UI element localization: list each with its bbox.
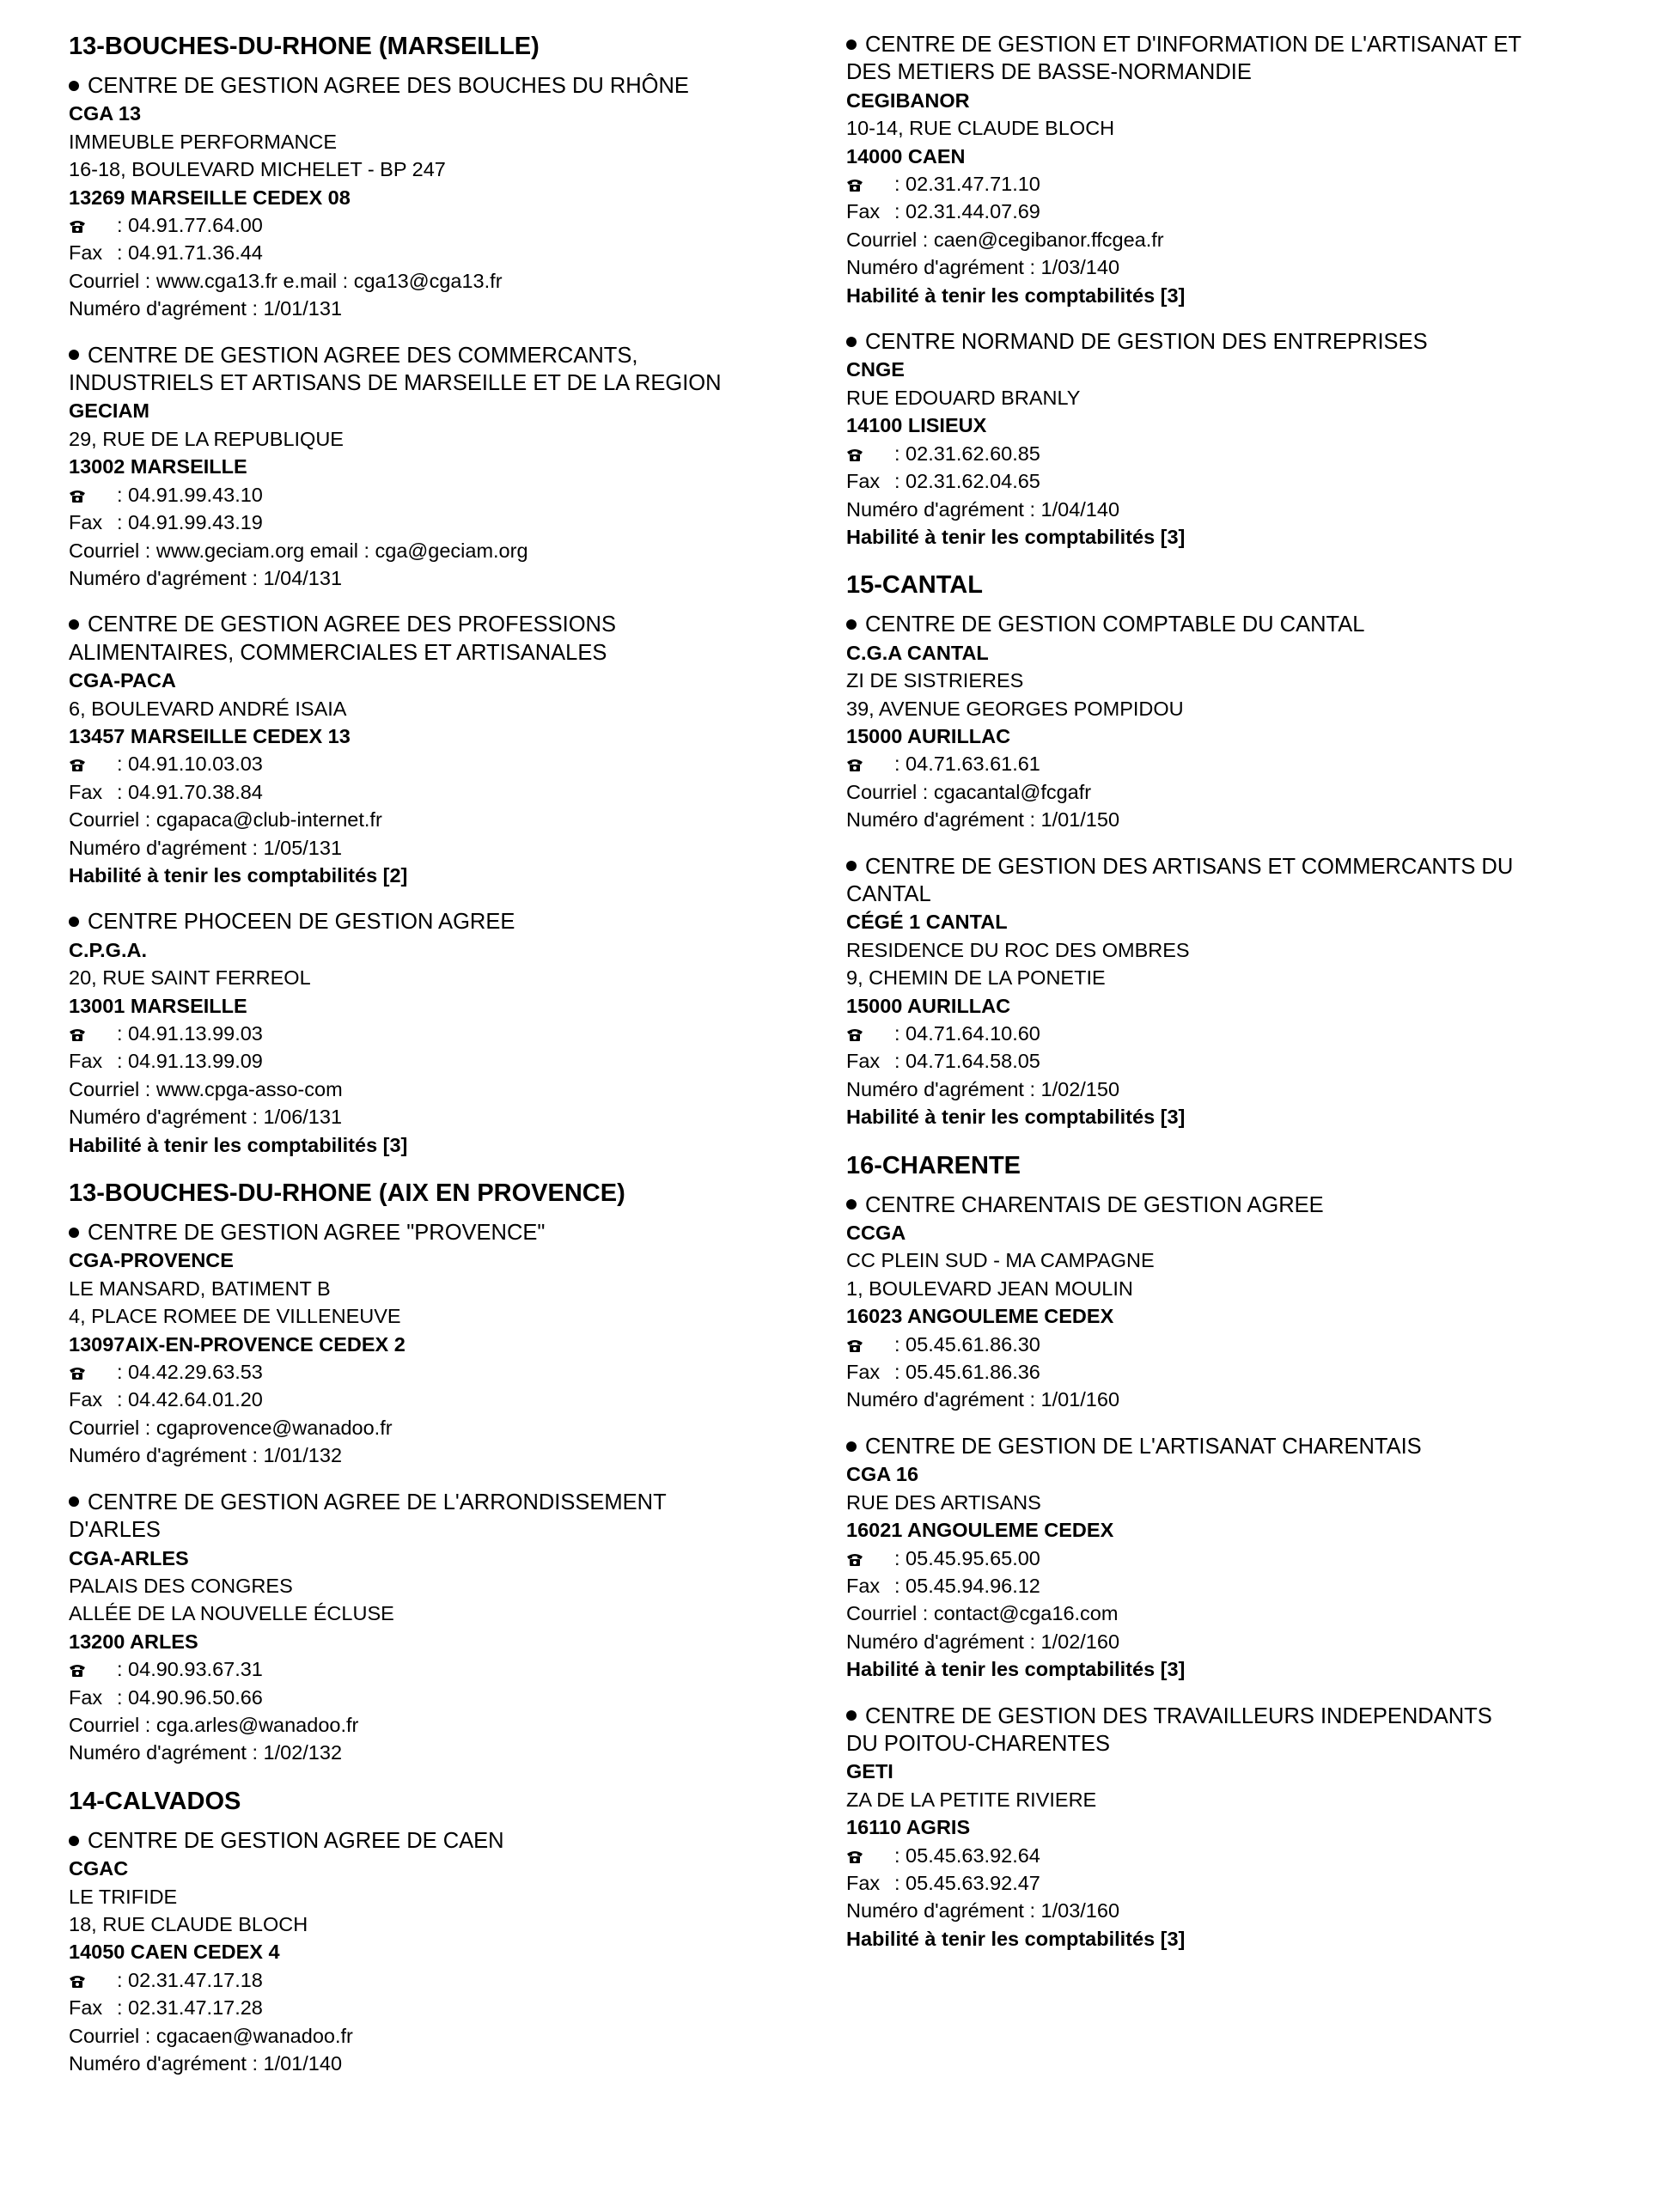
address-line: 10-14, RUE CLAUDE BLOCH — [846, 117, 1115, 140]
habilite-line: Habilité à tenir les comptabilités [3] — [846, 1106, 1186, 1129]
telephone-icon — [69, 1358, 117, 1386]
entry-name-line — [69, 1827, 825, 1855]
entry-name-line — [846, 1703, 1619, 1730]
postal-city: 13002 MARSEILLE — [69, 455, 247, 478]
fax-label: Fax — [69, 1388, 103, 1411]
fax-label: Fax — [846, 470, 881, 493]
address-line: 4, PLACE ROMEE DE VILLENEUVE — [69, 1305, 401, 1328]
fax-number: : 04.42.64.01.20 — [117, 1388, 263, 1411]
entry-name-text: CENTRE NORMAND DE GESTION DES ENTREPRISES — [865, 330, 1428, 355]
fax-number: : 02.31.62.04.65 — [894, 470, 1040, 493]
phone-number: : 02.31.47.71.10 — [894, 173, 1040, 196]
fax-row — [69, 1047, 825, 1075]
phone-row — [846, 1331, 1619, 1358]
courriel-line: Courriel : cgacaen@wanadoo.fr — [69, 2024, 353, 2047]
bullet-icon — [69, 917, 79, 927]
entry-acronym: CCGA — [846, 1222, 906, 1245]
entry-name-line — [846, 1730, 1619, 1758]
habilite-line: Habilité à tenir les comptabilités [3] — [846, 1658, 1186, 1681]
phone-row — [69, 211, 825, 239]
entry-name-line — [69, 72, 825, 100]
agrement-number: Numéro d'agrément : 1/06/131 — [69, 1106, 343, 1129]
address-line: ZI DE SISTRIERES — [846, 669, 1024, 692]
fax-row — [846, 1869, 1619, 1897]
telephone-icon — [69, 481, 117, 509]
postal-city: 13097AIX-EN-PROVENCE CEDEX 2 — [69, 1332, 406, 1356]
entry-acronym: GECIAM — [69, 399, 149, 423]
phone-number: : 04.91.99.43.10 — [117, 483, 263, 506]
fax-number: : 02.31.44.07.69 — [894, 200, 1040, 223]
phone-row — [69, 481, 825, 509]
entry-name-text: CENTRE DE GESTION AGREE DE L'ARRONDISSEMENT — [88, 1490, 667, 1514]
courriel-line: Courriel : cgacantal@fcgafr — [846, 780, 1092, 803]
entry-name-text: CENTRE DE GESTION DE L'ARTISANAT CHARENTAIS — [865, 1434, 1422, 1459]
agrement-number: Numéro d'agrément : 1/01/140 — [69, 2052, 343, 2075]
fax-row — [69, 778, 825, 806]
courriel-line: Courriel : caen@cegibanor.ffcgea.fr — [846, 228, 1164, 251]
phone-number: : 02.31.62.60.85 — [894, 442, 1040, 465]
entry-acronym: CGA-ARLES — [69, 1546, 189, 1569]
postal-city: 13457 MARSEILLE CEDEX 13 — [69, 724, 351, 747]
directory-entry — [69, 342, 825, 593]
postal-city: 13001 MARSEILLE — [69, 994, 247, 1017]
fax-row — [69, 1684, 825, 1711]
telephone-icon — [846, 1331, 894, 1358]
entry-acronym: CGA 13 — [69, 102, 142, 125]
postal-city: 14000 CAEN — [846, 144, 966, 168]
entry-name-line — [69, 1516, 825, 1544]
fax-label: Fax — [69, 1685, 103, 1709]
agrement-number: Numéro d'agrément : 1/04/140 — [846, 497, 1120, 521]
postal-city: 16021 ANGOULEME CEDEX — [846, 1519, 1114, 1542]
fax-label: Fax — [69, 1050, 103, 1073]
phone-number: : 04.71.63.61.61 — [894, 753, 1040, 776]
agrement-number: Numéro d'agrément : 1/04/131 — [69, 566, 343, 589]
habilite-line: Habilité à tenir les comptabilités [3] — [846, 1927, 1186, 1950]
fax-number: : 04.91.99.43.19 — [117, 511, 263, 534]
entry-name-text: CENTRE DE GESTION DES ARTISANS ET COMMERCANTS DU — [865, 854, 1514, 879]
entry-acronym: CEGIBANOR — [846, 88, 970, 112]
phone-row — [846, 1020, 1619, 1047]
address-line: IMMEUBLE PERFORMANCE — [69, 130, 338, 153]
telephone-icon — [69, 1020, 117, 1047]
entry-name-line — [69, 639, 825, 667]
entry-acronym: CGA-PACA — [69, 669, 176, 692]
entry-name-text: CANTAL — [846, 881, 931, 906]
entry-name-line — [846, 1191, 1619, 1219]
directory-entry — [846, 1703, 1619, 1953]
postal-city: 15000 AURILLAC — [846, 994, 1011, 1017]
directory-entry — [69, 1219, 825, 1470]
address-line: 29, RUE DE LA REPUBLIQUE — [69, 427, 344, 450]
entry-acronym: C.P.G.A. — [69, 938, 147, 961]
habilite-line: Habilité à tenir les comptabilités [3] — [69, 1133, 408, 1156]
directory-entry — [846, 328, 1619, 551]
fax-label: Fax — [69, 1996, 103, 2020]
entry-name-line — [69, 369, 825, 397]
bullet-icon — [69, 1228, 79, 1238]
agrement-number: Numéro d'agrément : 1/01/150 — [846, 808, 1120, 832]
entry-name-text: CENTRE DE GESTION ET D'INFORMATION DE L'ARTISANAT ET — [865, 33, 1521, 57]
habilite-line: Habilité à tenir les comptabilités [2] — [69, 863, 408, 887]
courriel-line: Courriel : cga.arles@wanadoo.fr — [69, 1713, 359, 1736]
phone-number: : 04.91.10.03.03 — [117, 753, 263, 776]
phone-number: : 02.31.47.17.18 — [117, 1968, 263, 1991]
address-line: LE MANSARD, BATIMENT B — [69, 1277, 331, 1300]
postal-city: 14100 LISIEUX — [846, 414, 987, 437]
fax-number: : 05.45.94.96.12 — [894, 1574, 1040, 1597]
fax-label: Fax — [846, 1050, 881, 1073]
fax-row — [846, 1047, 1619, 1075]
agrement-number: Numéro d'agrément : 1/05/131 — [69, 836, 343, 859]
fax-row — [69, 1994, 825, 2021]
fax-row — [846, 198, 1619, 225]
entry-acronym: CGAC — [69, 1857, 129, 1880]
phone-row — [846, 750, 1619, 777]
entry-name-line — [846, 881, 1619, 908]
right-column — [846, 31, 1619, 1971]
region-heading: 14-CALVADOS — [69, 1787, 241, 1815]
entry-name-line — [846, 31, 1619, 58]
phone-row — [69, 1358, 825, 1386]
agrement-number: Numéro d'agrément : 1/01/131 — [69, 297, 343, 320]
directory-entry — [846, 853, 1619, 1131]
fax-number: : 04.90.96.50.66 — [117, 1685, 263, 1709]
address-line: LE TRIFIDE — [69, 1885, 178, 1908]
directory-entry — [69, 908, 825, 1159]
fax-number: : 04.91.70.38.84 — [117, 780, 263, 803]
postal-city: 13269 MARSEILLE CEDEX 08 — [69, 186, 351, 209]
habilite-line: Habilité à tenir les comptabilités [3] — [846, 525, 1186, 548]
entry-name-text: CENTRE DE GESTION AGREE DES COMMERCANTS, — [88, 343, 638, 368]
postal-city: 14050 CAEN CEDEX 4 — [69, 1941, 280, 1964]
directory-entry — [846, 31, 1619, 309]
bullet-icon — [846, 1710, 857, 1721]
entry-name-text: CENTRE DE GESTION AGREE DES PROFESSIONS — [88, 612, 616, 637]
agrement-number: Numéro d'agrément : 1/01/132 — [69, 1444, 343, 1467]
telephone-icon — [846, 750, 894, 777]
bullet-icon — [69, 350, 79, 360]
entry-name-text: INDUSTRIELS ET ARTISANS DE MARSEILLE ET DE LA REGION — [69, 371, 722, 396]
bullet-icon — [846, 1199, 857, 1210]
entry-name-line — [846, 58, 1619, 86]
phone-number: : 05.45.61.86.30 — [894, 1332, 1040, 1356]
entry-name-line — [846, 328, 1619, 356]
bullet-icon — [69, 1836, 79, 1846]
region-heading: 16-CHARENTE — [846, 1151, 1021, 1179]
entry-name-text: CENTRE CHARENTAIS DE GESTION AGREE — [865, 1192, 1324, 1217]
bullet-icon — [846, 619, 857, 630]
fax-number: : 02.31.47.17.28 — [117, 1996, 263, 2020]
directory-entry — [69, 1489, 825, 1767]
bullet-icon — [846, 1441, 857, 1452]
address-line: ALLÉE DE LA NOUVELLE ÉCLUSE — [69, 1602, 394, 1625]
telephone-icon — [846, 440, 894, 467]
directory-entry — [69, 1827, 825, 2078]
phone-row — [69, 750, 825, 777]
telephone-icon — [69, 1655, 117, 1683]
courriel-line: Courriel : www.cpga-asso-com — [69, 1077, 343, 1100]
agrement-number: Numéro d'agrément : 1/03/140 — [846, 256, 1120, 279]
entry-name-text: DU POITOU-CHARENTES — [846, 1731, 1110, 1756]
address-line: PALAIS DES CONGRES — [69, 1574, 293, 1597]
fax-label: Fax — [846, 1574, 881, 1597]
courriel-line: Courriel : cgapaca@club-internet.fr — [69, 808, 382, 832]
directory-entry — [846, 1191, 1619, 1414]
entry-name-text: D'ARLES — [69, 1518, 161, 1543]
courriel-line: Courriel : www.geciam.org email : cga@geciam.org — [69, 539, 528, 562]
fax-row — [846, 1572, 1619, 1600]
bullet-icon — [846, 861, 857, 871]
entry-name-text: CENTRE DE GESTION AGREE "PROVENCE" — [88, 1221, 546, 1246]
address-line: 9, CHEMIN DE LA PONETIE — [846, 966, 1106, 990]
fax-row — [846, 467, 1619, 495]
address-line: RESIDENCE DU ROC DES OMBRES — [846, 938, 1190, 961]
agrement-number: Numéro d'agrément : 1/02/150 — [846, 1077, 1120, 1100]
habilite-line: Habilité à tenir les comptabilités [3] — [846, 283, 1186, 307]
bullet-icon — [846, 40, 857, 50]
entry-name-line — [69, 342, 825, 369]
fax-row — [69, 1386, 825, 1413]
courriel-line: Courriel : www.cga13.fr e.mail : cga13@cga13.fr — [69, 269, 503, 292]
directory-entry — [69, 72, 825, 323]
telephone-icon — [846, 1842, 894, 1869]
entry-name-line — [69, 611, 825, 638]
fax-row — [69, 239, 825, 266]
entry-acronym: CNGE — [846, 358, 905, 381]
fax-label: Fax — [69, 780, 103, 803]
entry-acronym: CGA-PROVENCE — [69, 1249, 234, 1272]
fax-row — [69, 509, 825, 536]
address-line: 18, RUE CLAUDE BLOCH — [69, 1912, 308, 1935]
postal-city: 15000 AURILLAC — [846, 724, 1011, 747]
region-heading: 15-CANTAL — [846, 571, 983, 600]
phone-row — [69, 1966, 825, 1994]
entry-name-text: CENTRE DE GESTION AGREE DE CAEN — [88, 1828, 504, 1853]
address-line: RUE EDOUARD BRANLY — [846, 386, 1081, 409]
address-line: 6, BOULEVARD ANDRÉ ISAIA — [69, 697, 347, 720]
directory-entry — [69, 611, 825, 889]
address-line: CC PLEIN SUD - MA CAMPAGNE — [846, 1249, 1155, 1272]
entry-name-line — [69, 1489, 825, 1516]
phone-row — [846, 170, 1619, 198]
phone-row — [69, 1655, 825, 1683]
address-line: 39, AVENUE GEORGES POMPIDOU — [846, 697, 1184, 720]
phone-number: : 05.45.95.65.00 — [894, 1546, 1040, 1569]
telephone-icon — [846, 1020, 894, 1047]
telephone-icon — [69, 1966, 117, 1994]
agrement-number: Numéro d'agrément : 1/02/132 — [69, 1741, 343, 1764]
phone-number: : 04.42.29.63.53 — [117, 1361, 263, 1384]
fax-number: : 04.91.71.36.44 — [117, 241, 263, 265]
phone-number: : 04.90.93.67.31 — [117, 1658, 263, 1681]
address-line: ZA DE LA PETITE RIVIERE — [846, 1788, 1097, 1811]
fax-row — [846, 1358, 1619, 1386]
fax-number: : 05.45.63.92.47 — [894, 1871, 1040, 1894]
phone-number: : 04.91.77.64.00 — [117, 214, 263, 237]
agrement-number: Numéro d'agrément : 1/01/160 — [846, 1388, 1120, 1411]
entry-acronym: C.G.A CANTAL — [846, 641, 989, 664]
entry-name-line — [69, 908, 825, 935]
entry-name-text: ALIMENTAIRES, COMMERCIALES ET ARTISANALES — [69, 640, 607, 665]
bullet-icon — [69, 81, 79, 91]
entry-name-line — [846, 611, 1619, 638]
agrement-number: Numéro d'agrément : 1/02/160 — [846, 1630, 1120, 1653]
phone-row — [846, 440, 1619, 467]
region-heading: 13-BOUCHES-DU-RHONE (AIX EN PROVENCE) — [69, 1179, 625, 1208]
left-column — [69, 31, 825, 2096]
fax-number: : 05.45.61.86.36 — [894, 1361, 1040, 1384]
postal-city: 16023 ANGOULEME CEDEX — [846, 1305, 1114, 1328]
telephone-icon — [846, 170, 894, 198]
address-line: 16-18, BOULEVARD MICHELET - BP 247 — [69, 158, 446, 181]
entry-name-text: CENTRE DE GESTION AGREE DES BOUCHES DU RHÔNE — [88, 74, 689, 98]
address-line: 1, BOULEVARD JEAN MOULIN — [846, 1277, 1133, 1300]
region-heading: 13-BOUCHES-DU-RHONE (MARSEILLE) — [69, 33, 540, 60]
entry-acronym: GETI — [846, 1760, 893, 1783]
bullet-icon — [69, 1496, 79, 1507]
entry-name-text: CENTRE DE GESTION DES TRAVAILLEURS INDEPENDANTS — [865, 1703, 1492, 1728]
telephone-icon — [69, 750, 117, 777]
agrement-number: Numéro d'agrément : 1/03/160 — [846, 1899, 1120, 1923]
bullet-icon — [69, 619, 79, 630]
entry-name-line — [69, 1219, 825, 1246]
phone-number: : 04.71.64.10.60 — [894, 1022, 1040, 1045]
fax-label: Fax — [846, 1361, 881, 1384]
bullet-icon — [846, 337, 857, 347]
postal-city: 13200 ARLES — [69, 1630, 198, 1653]
fax-label: Fax — [846, 200, 881, 223]
fax-label: Fax — [69, 511, 103, 534]
directory-entry — [846, 1433, 1619, 1684]
address-line: RUE DES ARTISANS — [846, 1490, 1041, 1514]
fax-number: : 04.71.64.58.05 — [894, 1050, 1040, 1073]
postal-city: 16110 AGRIS — [846, 1816, 971, 1839]
directory-entry — [846, 611, 1619, 833]
entry-name-line — [846, 853, 1619, 881]
fax-label: Fax — [69, 241, 103, 265]
telephone-icon — [69, 211, 117, 239]
phone-row — [846, 1842, 1619, 1869]
address-line: 20, RUE SAINT FERREOL — [69, 966, 311, 990]
entry-name-text: CENTRE DE GESTION COMPTABLE DU CANTAL — [865, 612, 1365, 637]
entry-acronym: CÉGÉ 1 CANTAL — [846, 911, 1008, 934]
entry-name-line — [846, 1433, 1619, 1460]
entry-name-text: CENTRE PHOCEEN DE GESTION AGREE — [88, 910, 515, 935]
courriel-line: Courriel : cgaprovence@wanadoo.fr — [69, 1416, 393, 1439]
phone-row — [69, 1020, 825, 1047]
entry-name-text: DES METIERS DE BASSE-NORMANDIE — [846, 60, 1252, 85]
telephone-icon — [846, 1545, 894, 1572]
phone-row — [846, 1545, 1619, 1572]
phone-number: : 04.91.13.99.03 — [117, 1022, 263, 1045]
fax-label: Fax — [846, 1871, 881, 1894]
phone-number: : 05.45.63.92.64 — [894, 1843, 1040, 1867]
fax-number: : 04.91.13.99.09 — [117, 1050, 263, 1073]
courriel-line: Courriel : contact@cga16.com — [846, 1602, 1119, 1625]
entry-acronym: CGA 16 — [846, 1463, 919, 1486]
